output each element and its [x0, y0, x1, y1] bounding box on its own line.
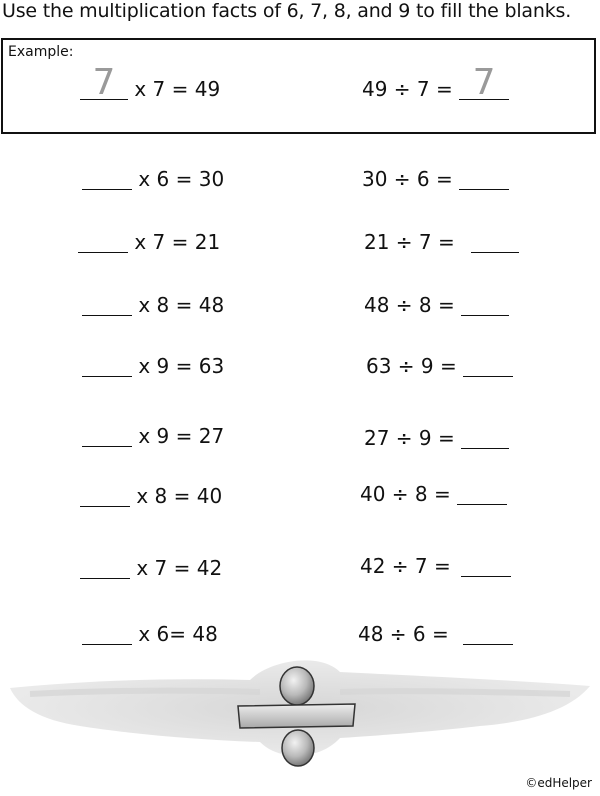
division-symbol-icon: [10, 650, 590, 780]
answer-blank[interactable]: [459, 167, 509, 190]
equation-text: 40 ÷ 8 =: [360, 482, 451, 506]
answer-blank[interactable]: [82, 424, 132, 447]
example-label: Example:: [8, 44, 74, 60]
answer-blank[interactable]: [78, 230, 128, 253]
answer-blank[interactable]: [80, 556, 130, 579]
problem-4-division: [366, 353, 513, 379]
answer-blank[interactable]: [457, 482, 507, 505]
example-div-blank: [459, 62, 509, 103]
answer-blank[interactable]: [82, 293, 132, 316]
example-div-text: 49 ÷ 7 =: [362, 77, 453, 101]
equation-text: x 6 = 30: [138, 167, 225, 191]
example-division: [362, 62, 509, 103]
problem-3-multiplication: [82, 292, 224, 318]
example-div-answer: 7: [472, 62, 496, 103]
equation-text: 42 ÷ 7 =: [360, 554, 451, 578]
answer-blank[interactable]: [461, 426, 509, 449]
equation-text: 48 ÷ 6 =: [358, 622, 449, 646]
problem-2-division: [364, 229, 519, 255]
equation-text: x 9 = 63: [138, 354, 225, 378]
problem-7-multiplication: [80, 555, 222, 581]
equation-text: 63 ÷ 9 =: [366, 354, 457, 378]
equation-text: x 8 = 48: [138, 293, 225, 317]
answer-blank[interactable]: [461, 554, 511, 577]
answer-blank[interactable]: [82, 622, 132, 645]
example-mult-answer: 7: [92, 62, 116, 103]
problem-6-multiplication: [80, 483, 222, 509]
problem-8-division: [358, 621, 513, 647]
equation-text: x 8 = 40: [136, 484, 223, 508]
problem-3-division: [364, 292, 509, 318]
problem-4-multiplication: [82, 353, 224, 379]
equation-text: 48 ÷ 8 =: [364, 293, 455, 317]
answer-blank[interactable]: [82, 167, 132, 190]
problem-6-division: [360, 481, 507, 507]
answer-blank[interactable]: [80, 484, 130, 507]
equation-text: x 7 = 21: [134, 230, 221, 254]
problem-1-division: [362, 166, 509, 192]
example-multiplication: [80, 62, 221, 103]
equation-text: 30 ÷ 6 =: [362, 167, 453, 191]
equation-text: x 7 = 42: [136, 556, 223, 580]
answer-blank[interactable]: [471, 230, 519, 253]
problem-5-division: [364, 425, 509, 451]
answer-blank[interactable]: [82, 354, 132, 377]
problem-8-multiplication: [82, 621, 218, 647]
equation-text: x 6= 48: [138, 622, 218, 646]
copyright-credit: ©edHelper: [525, 776, 592, 790]
instructions: Use the multiplication facts of 6, 7, 8, and 9 to fill the blanks.: [2, 0, 572, 22]
example-mult-text: x 7 = 49: [134, 77, 221, 101]
answer-blank[interactable]: [463, 622, 513, 645]
answer-blank[interactable]: [463, 354, 513, 377]
problem-7-division: [360, 553, 511, 579]
equation-text: x 9 = 27: [138, 424, 225, 448]
problem-1-multiplication: [82, 166, 224, 192]
equation-text: 21 ÷ 7 =: [364, 230, 455, 254]
equation-text: 27 ÷ 9 =: [364, 426, 455, 450]
answer-blank[interactable]: [461, 293, 509, 316]
example-mult-blank: [80, 62, 128, 103]
problem-5-multiplication: [82, 423, 224, 449]
problem-2-multiplication: [78, 229, 220, 255]
